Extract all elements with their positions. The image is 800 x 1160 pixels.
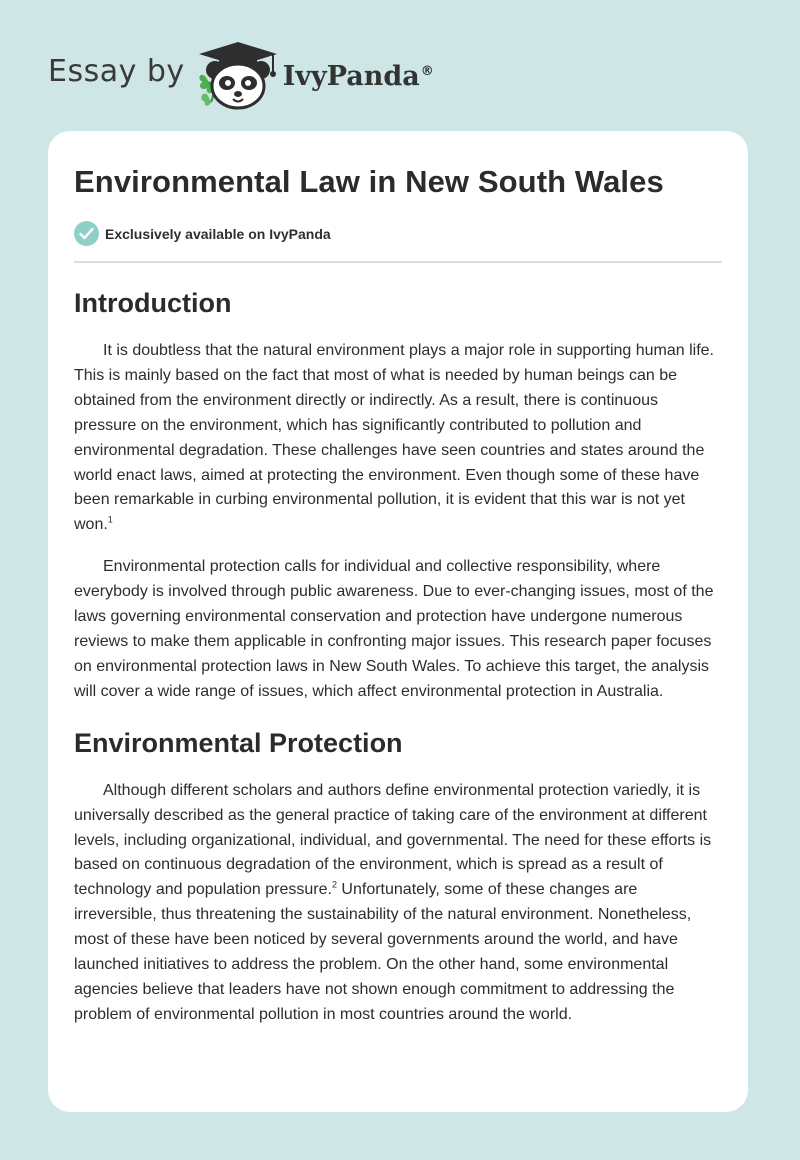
section-heading: Environmental Protection [74,727,403,758]
paragraph-text: Environmental protection calls for individual and collective responsibility, where everybody is involved through public awareness. Due to ever-changing issues, most of the laws governing environmental conservation and protection have undergone numerous reviews to make them applicable in confronting major issues. This research paper focuses on environmental protection laws in New South Wales. To achieve this target, the analysis will cover a wide range of issues, which affect environmental protection in Australia. [74,558,714,700]
brand-prefix: Essay by [48,53,185,89]
badge-text: Exclusively available on IvyPanda [105,225,331,242]
title-divider [74,261,722,263]
footnote-ref[interactable]: 2 [331,879,337,890]
paragraph-text: Although different scholars and authors define environmental protection variedly, it is universally described as the general practice of taking care of the environment at different levels, including organizational, individual, and governmental. The need for these efforts is based on continuous degradation of the environment, which is spread as a result of technology and population pressure. [74,781,712,899]
section-environmental-protection [74,723,724,1028]
brand-header [48,36,434,112]
paragraph [74,339,724,538]
brand-name-text: IvyPanda [282,60,420,92]
paragraph-text: Unfortunately, some of these changes are irreversible, thus threatening the sustainability of the natural environment. Nonetheless, most of these have been noticed by several governments around the world, and have launched initiatives to address the problem. On the other hand, some environmental agencies believe that leaders have not shown enough commitment to addressing the problem of environmental pollution in most countries around the world. [74,881,692,1023]
brand-name[interactable] [283,61,434,92]
paragraph-text: It is doubtless that the natural environment plays a major role in supporting human life. This is mainly based on the fact that most of what is needed by human beings can be obtained from the environment directly or indirectly. As a result, there is continuous pressure on the environment, which has significantly contributed to pollution and environmental degradation. These challenges have seen countries and states around the world enact laws, aimed at protecting the environment. Even though some of these have been remarkable in curbing environmental pollution, it is evident that this war is not yet won. [74,342,714,534]
exclusive-badge [74,221,331,246]
paragraph [74,555,724,704]
paragraph [74,779,724,1028]
check-circle-icon [74,221,99,246]
footnote-ref[interactable]: 1 [107,515,113,526]
registered-mark: ® [420,63,434,79]
section-heading: Introduction [74,288,232,318]
section-introduction [74,283,724,705]
page-title: Environmental Law in New South Wales [74,164,664,199]
article-card [48,131,748,1112]
article-body [74,283,724,1028]
panda-graduation-cap-icon[interactable] [191,36,285,112]
